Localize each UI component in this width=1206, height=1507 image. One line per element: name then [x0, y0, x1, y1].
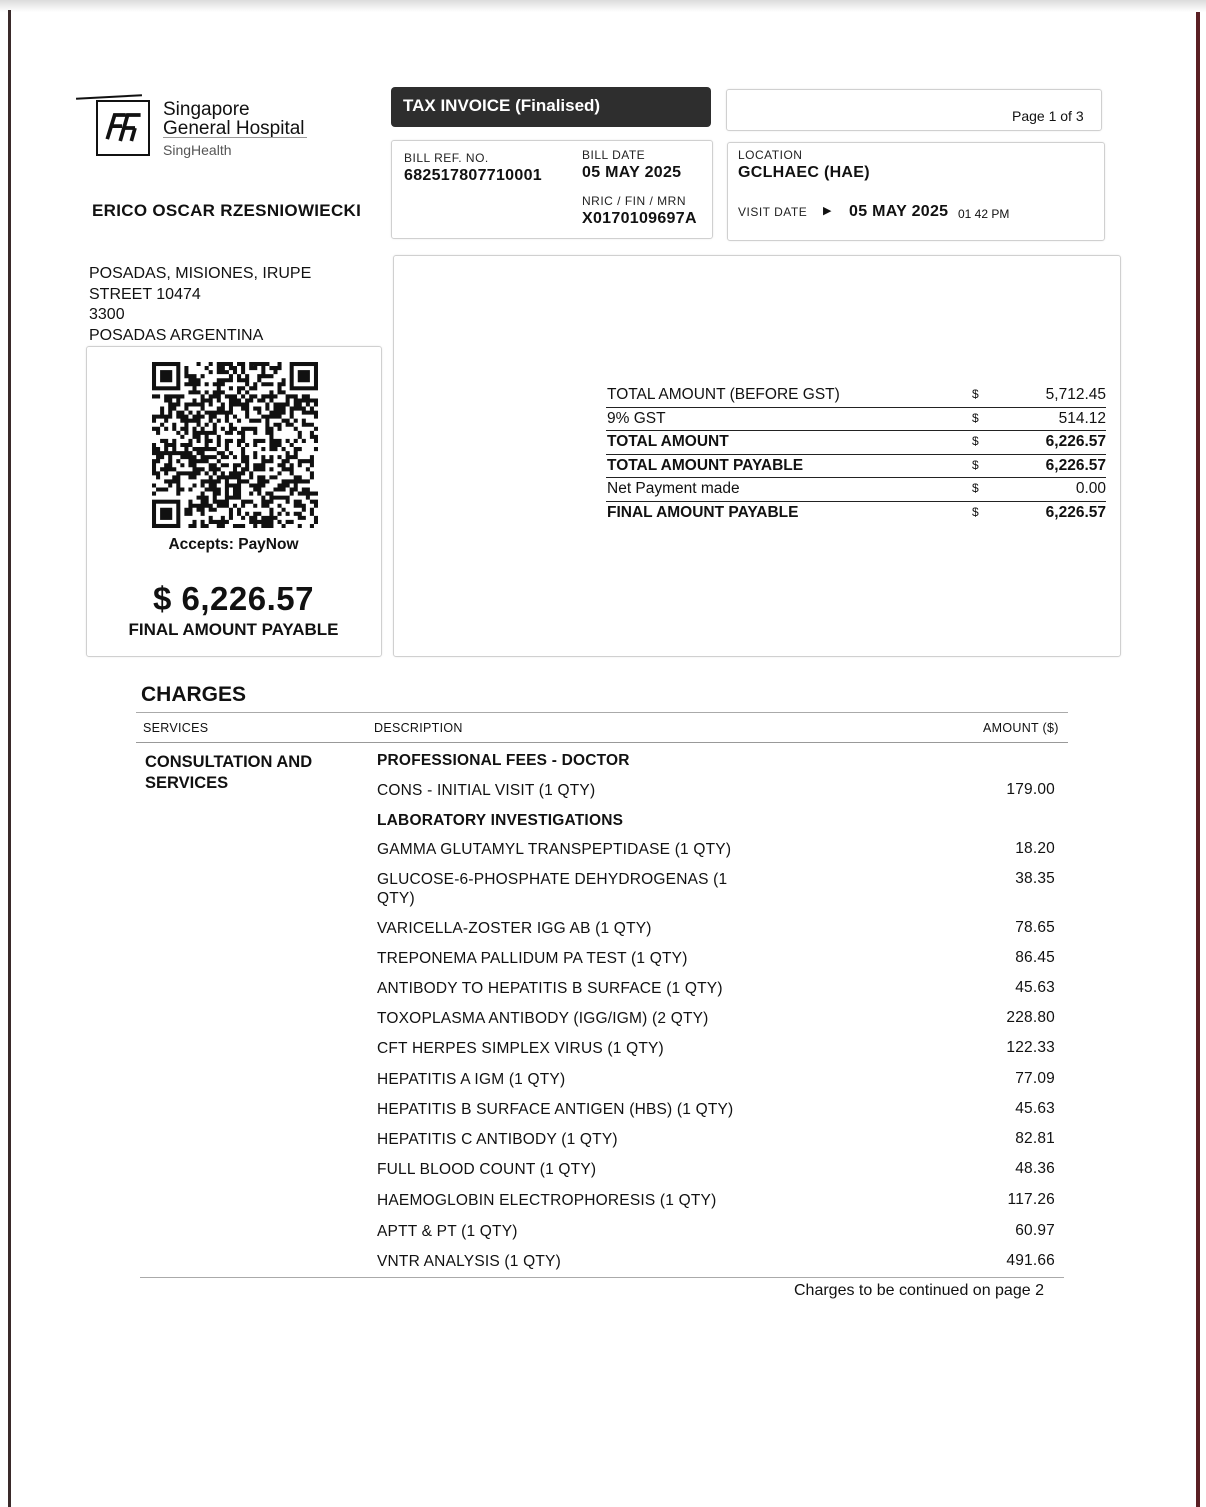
charge-description: GLUCOSE-6-PHOSPHATE DEHYDROGENAS (1 QTY)	[377, 871, 728, 907]
charge-row	[375, 1189, 1055, 1220]
charge-description: LABORATORY INVESTIGATIONS	[377, 812, 624, 829]
charge-row	[375, 1158, 1055, 1189]
charge-description: TREPONEMA PALLIDUM PA TEST (1 QTY)	[377, 950, 688, 967]
hospital-group: SingHealth	[163, 137, 307, 158]
payment-label: FINAL AMOUNT PAYABLE	[128, 620, 339, 639]
scan-edge-top	[0, 0, 1206, 12]
totals-table	[606, 384, 1106, 525]
charge-description: CFT HERPES SIMPLEX VIRUS (1 QTY)	[377, 1040, 664, 1057]
charges-title: CHARGES	[141, 683, 247, 706]
patient-address: POSADAS, MISIONES, IRUPE STREET 10474 3300 POSADAS ARGENTINA	[89, 265, 312, 344]
charge-description: PROFESSIONAL FEES - DOCTOR	[377, 752, 630, 769]
payment-amount: $ 6,226.57	[153, 580, 314, 617]
total-before-gst-row: TOTAL AMOUNT (BEFORE GST) $ 5,712.45	[606, 384, 1106, 408]
charge-description: FULL BLOOD COUNT (1 QTY)	[377, 1161, 597, 1178]
hospital-name: Singapore General Hospital	[163, 99, 305, 139]
charge-description: ANTIBODY TO HEPATITIS B SURFACE (1 QTY)	[377, 980, 723, 997]
charge-row	[375, 1068, 1055, 1098]
charge-row	[375, 1128, 1055, 1158]
charge-amount: 179.00	[1006, 781, 1055, 798]
col-description: DESCRIPTION	[374, 721, 463, 735]
visit-time: 01 42 PM	[958, 207, 1010, 221]
charge-amount: 60.97	[1015, 1222, 1055, 1239]
patient-name: ERICO OSCAR RZESNIOWIECKI	[92, 201, 362, 220]
final-payable-row: FINAL AMOUNT PAYABLE $ 6,226.57	[607, 503, 1106, 521]
charge-amount: 78.65	[1015, 919, 1055, 936]
location-label: LOCATION	[738, 148, 803, 162]
nric-value: X0170109697A	[582, 210, 697, 227]
charge-row	[375, 1037, 1055, 1068]
sgh-logo-icon	[96, 100, 150, 156]
charge-amount: 45.63	[1015, 1100, 1055, 1117]
charge-row	[375, 838, 1055, 868]
service-category: CONSULTATION AND SERVICES	[145, 753, 313, 792]
charge-row	[375, 779, 1055, 809]
charge-description: CONS - INITIAL VISIT (1 QTY)	[377, 782, 596, 799]
charge-description: VNTR ANALYSIS (1 QTY)	[377, 1253, 561, 1270]
total-payable-row: TOTAL AMOUNT PAYABLE $ 6,226.57	[606, 455, 1106, 479]
scan-edge-right	[1196, 12, 1200, 1507]
visit-date-value: 05 MAY 2025	[849, 203, 949, 220]
total-amount-row: TOTAL AMOUNT $ 6,226.57	[606, 431, 1106, 455]
bill-ref-label: BILL REF. NO.	[404, 151, 489, 165]
bill-date-label: BILL DATE	[582, 148, 646, 162]
charge-description: VARICELLA-ZOSTER IGG AB (1 QTY)	[377, 920, 652, 937]
charge-amount: 228.80	[1006, 1009, 1055, 1026]
charge-row	[375, 917, 1055, 947]
charge-amount: 82.81	[1015, 1130, 1055, 1147]
charge-amount: 38.35	[1015, 870, 1055, 887]
header-rule-bottom	[136, 742, 1068, 743]
charge-amount: 491.66	[1006, 1252, 1055, 1269]
col-services: SERVICES	[143, 721, 209, 735]
net-payment-row: Net Payment made $ 0.00	[606, 478, 1106, 502]
page-number: Page 1 of 3	[1012, 108, 1084, 124]
col-amount: AMOUNT ($)	[983, 721, 1059, 735]
charge-row	[375, 947, 1055, 977]
continued-note: Charges to be continued on page 2	[794, 1282, 1044, 1299]
charge-description: GAMMA GLUTAMYL TRANSPEPTIDASE (1 QTY)	[377, 841, 732, 858]
arrow-right-icon: ▶	[823, 205, 832, 217]
charge-section-heading	[375, 749, 1055, 779]
charge-amount: 122.33	[1006, 1039, 1055, 1056]
charge-amount: 48.36	[1015, 1160, 1055, 1177]
gst-row: 9% GST $ 514.12	[606, 408, 1106, 432]
charges-bottom-rule	[140, 1277, 1064, 1278]
charge-description: HEPATITIS A IGM (1 QTY)	[377, 1071, 566, 1088]
charge-row	[375, 1220, 1055, 1250]
charge-row	[375, 868, 1055, 917]
charge-description: TOXOPLASMA ANTIBODY (IGG/IGM) (2 QTY)	[377, 1010, 709, 1027]
charge-section-heading	[375, 809, 1055, 838]
header-rule	[136, 712, 1068, 713]
charge-amount: 18.20	[1015, 840, 1055, 857]
charge-row	[375, 1098, 1055, 1128]
charge-description: HAEMOGLOBIN ELECTROPHORESIS (1 QTY)	[377, 1192, 717, 1209]
invoice-title: TAX INVOICE (Finalised)	[391, 87, 711, 127]
charge-amount: 45.63	[1015, 979, 1055, 996]
charges-list	[375, 749, 1055, 1280]
logo-stroke	[76, 94, 142, 99]
location-value: GCLHAEC (HAE)	[738, 164, 870, 181]
charge-amount: 86.45	[1015, 949, 1055, 966]
paynow-accepts: Accepts: PayNow	[168, 536, 299, 553]
bill-ref-value: 682517807710001	[404, 167, 542, 184]
charge-amount: 77.09	[1015, 1070, 1055, 1087]
charge-row	[375, 1007, 1055, 1037]
charge-row	[375, 977, 1055, 1007]
charge-amount: 117.26	[1007, 1191, 1055, 1208]
nric-label: NRIC / FIN / MRN	[582, 194, 686, 208]
bill-date-value: 05 MAY 2025	[582, 164, 682, 181]
visit-date-label: VISIT DATE	[738, 205, 808, 219]
charge-description: HEPATITIS B SURFACE ANTIGEN (HBS) (1 QTY)	[377, 1101, 734, 1118]
paynow-qr-code[interactable]	[152, 362, 318, 528]
charge-description: APTT & PT (1 QTY)	[377, 1223, 518, 1240]
charge-description: HEPATITIS C ANTIBODY (1 QTY)	[377, 1131, 618, 1148]
charge-row	[375, 1250, 1055, 1280]
scan-edge-left	[8, 10, 11, 1507]
